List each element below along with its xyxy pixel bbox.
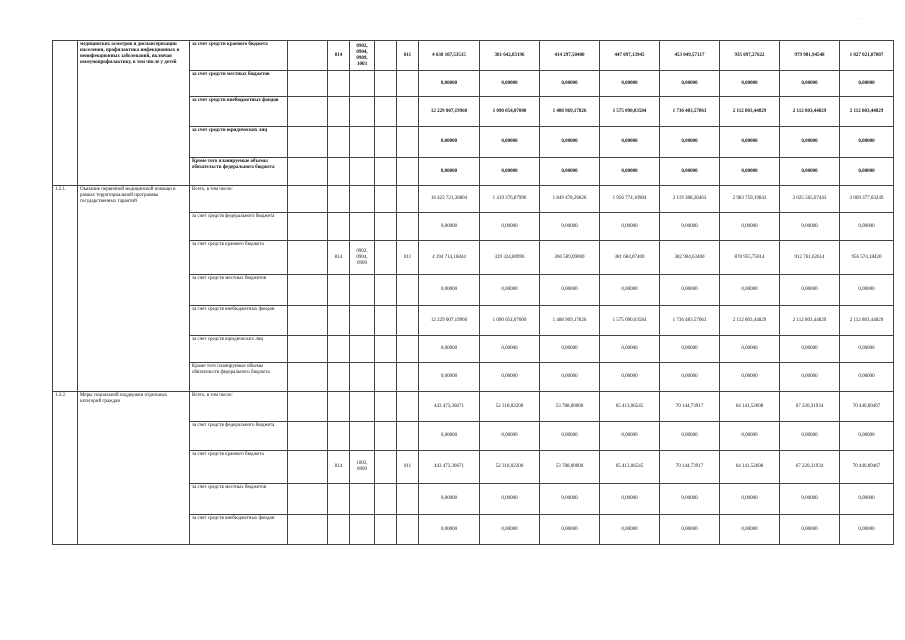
- funding-source: за счет средств федерального бюджета: [190, 213, 288, 241]
- amount-cell: 1 419 376,87996: [480, 186, 540, 213]
- rzpr-code: [350, 336, 375, 363]
- grbs-code: 814: [328, 241, 350, 275]
- amount-cell: 0,00000: [540, 213, 600, 241]
- amount-cell: 0,00000: [600, 158, 660, 186]
- amount-cell: 0,00000: [480, 127, 540, 158]
- amount-cell: 2 112 803,44829: [780, 306, 840, 336]
- funding-source: за счет средств краевого бюджета: [190, 41, 288, 71]
- table-row: [53, 41, 894, 71]
- rzpr-code: [350, 213, 375, 241]
- amount-cell: 0,00000: [720, 158, 780, 186]
- budget-table: [52, 40, 894, 545]
- amount-cell: 0,00000: [840, 158, 894, 186]
- csr-code: [375, 97, 397, 127]
- amount-cell: 16 423 721,36804: [419, 186, 480, 213]
- amount-cell: 1 736 483,57063: [660, 97, 720, 127]
- amount-cell: 0,00000: [540, 275, 600, 306]
- blank-cell: [288, 213, 328, 241]
- blank-cell: [288, 158, 328, 186]
- amount-cell: 0,00000: [419, 71, 480, 97]
- rzpr-code: [350, 71, 375, 97]
- amount-cell: 67 220,31934: [780, 392, 840, 422]
- blank-cell: [288, 451, 328, 484]
- amount-cell: 0,00000: [660, 363, 720, 392]
- blank-cell: [288, 275, 328, 306]
- blank-cell: [288, 241, 328, 275]
- amount-cell: 3 069 377,63249: [840, 186, 894, 213]
- amount-cell: 1 956 774,10984: [600, 186, 660, 213]
- csr-code: [375, 515, 397, 545]
- amount-cell: 935 097,27622: [720, 41, 780, 71]
- amount-cell: 0,00000: [660, 336, 720, 363]
- grbs-code: [328, 97, 350, 127]
- amount-cell: 0,00000: [720, 336, 780, 363]
- amount-cell: 0,00000: [540, 127, 600, 158]
- amount-cell: 0,00000: [660, 158, 720, 186]
- amount-cell: 0,00000: [840, 213, 894, 241]
- grbs-code: [328, 515, 350, 545]
- table-row: [53, 186, 894, 213]
- csr-code: [375, 241, 397, 275]
- rzpr-code: [350, 97, 375, 127]
- amount-cell: 0,00000: [720, 127, 780, 158]
- amount-cell: 1 090 054,07000: [480, 306, 540, 336]
- csr-code: [375, 363, 397, 392]
- rzpr-code: [350, 484, 375, 515]
- rzpr-code: 0902, 0904, 0909: [350, 241, 375, 275]
- grbs-code: [328, 186, 350, 213]
- amount-cell: 447 097,13945: [600, 41, 660, 71]
- csr-code: [375, 336, 397, 363]
- amount-cell: 0,00000: [780, 515, 840, 545]
- amount-cell: 4 194 714,16844: [419, 241, 480, 275]
- rzpr-code: [350, 515, 375, 545]
- amount-cell: 2 119 388,20463: [660, 186, 720, 213]
- amount-cell: 70 144,73917: [660, 451, 720, 484]
- amount-cell: 912 761,62614: [780, 241, 840, 275]
- vr-code: [397, 515, 419, 545]
- item-number: [53, 41, 78, 186]
- blank-cell: [288, 515, 328, 545]
- blank-cell: [288, 186, 328, 213]
- blank-cell: [288, 392, 328, 422]
- amount-cell: 0,00000: [600, 336, 660, 363]
- amount-cell: 0,00000: [600, 363, 660, 392]
- amount-cell: 2 112 803,44829: [720, 306, 780, 336]
- grbs-code: [328, 363, 350, 392]
- amount-cell: 0,00000: [780, 275, 840, 306]
- rzpr-code: [350, 392, 375, 422]
- amount-cell: 0,00000: [840, 275, 894, 306]
- amount-cell: 0,00000: [660, 484, 720, 515]
- amount-cell: 0,00000: [480, 336, 540, 363]
- funding-source: Всего, в том числе:: [190, 186, 288, 213]
- amount-cell: 0,00000: [780, 484, 840, 515]
- table-row: [53, 392, 894, 422]
- rzpr-code: [350, 306, 375, 336]
- amount-cell: 0,00000: [419, 515, 480, 545]
- amount-cell: 0,00000: [480, 275, 540, 306]
- rzpr-code: [350, 422, 375, 451]
- rzpr-code: [350, 127, 375, 158]
- amount-cell: 12 229 007,19960: [419, 306, 480, 336]
- amount-cell: 0,00000: [600, 515, 660, 545]
- blank-cell: [288, 363, 328, 392]
- funding-source: за счет средств местных бюджетов: [190, 275, 288, 306]
- amount-cell: 870 955,75014: [720, 241, 780, 275]
- funding-source: за счет средств федерального бюджета: [190, 422, 288, 451]
- vr-code: [397, 336, 419, 363]
- amount-cell: 443 473,36671: [419, 392, 480, 422]
- csr-code: [375, 213, 397, 241]
- item-name: Меры социальной поддержки отдельных категорий граждан: [78, 392, 190, 545]
- amount-cell: 1 027 021,07807: [840, 41, 894, 71]
- amount-cell: 0,00000: [600, 484, 660, 515]
- amount-cell: 65 413,06545: [600, 451, 660, 484]
- amount-cell: 0,00000: [540, 336, 600, 363]
- amount-cell: 979 981,94548: [780, 41, 840, 71]
- amount-cell: 0,00000: [660, 515, 720, 545]
- amount-cell: 53 788,00000: [540, 392, 600, 422]
- amount-cell: 0,00000: [540, 422, 600, 451]
- blank-cell: [288, 127, 328, 158]
- csr-code: [375, 422, 397, 451]
- amount-cell: 360 509,09000: [540, 241, 600, 275]
- amount-cell: 52 318,02200: [480, 451, 540, 484]
- vr-code: [397, 213, 419, 241]
- funding-source: за счет средств юридических лиц: [190, 336, 288, 363]
- funding-source: Кроме того планируемые объемы обязательств федерального бюджета: [190, 363, 288, 392]
- grbs-code: [328, 275, 350, 306]
- vr-code: [397, 186, 419, 213]
- amount-cell: 0,00000: [480, 71, 540, 97]
- vr-code: [397, 306, 419, 336]
- amount-cell: 0,00000: [419, 275, 480, 306]
- csr-code: [375, 275, 397, 306]
- amount-cell: 0,00000: [720, 71, 780, 97]
- csr-code: [375, 127, 397, 158]
- amount-cell: 0,00000: [600, 71, 660, 97]
- blank-cell: [288, 71, 328, 97]
- amount-cell: 2 112 803,44829: [840, 306, 894, 336]
- amount-cell: 0,00000: [720, 363, 780, 392]
- vr-code: [397, 422, 419, 451]
- amount-cell: 0,00000: [419, 158, 480, 186]
- amount-cell: 0,00000: [840, 422, 894, 451]
- amount-cell: 0,00000: [600, 213, 660, 241]
- vr-code: [397, 97, 419, 127]
- amount-cell: 956 574,18420: [840, 241, 894, 275]
- funding-source: за счет средств краевого бюджета: [190, 451, 288, 484]
- amount-cell: 0,00000: [480, 484, 540, 515]
- amount-cell: 0,00000: [540, 515, 600, 545]
- grbs-code: [328, 71, 350, 97]
- funding-source: за счет средств местных бюджетов: [190, 71, 288, 97]
- amount-cell: 1 849 478,26826: [540, 186, 600, 213]
- csr-code: [375, 392, 397, 422]
- amount-cell: 70 440,89467: [840, 451, 894, 484]
- amount-cell: 0,00000: [419, 213, 480, 241]
- amount-cell: 65 413,06545: [600, 392, 660, 422]
- amount-cell: 67 220,31934: [780, 451, 840, 484]
- grbs-code: [328, 422, 350, 451]
- amount-cell: 0,00000: [840, 127, 894, 158]
- amount-cell: 0,00000: [840, 363, 894, 392]
- amount-cell: 0,00000: [840, 71, 894, 97]
- amount-cell: 0,00000: [780, 71, 840, 97]
- csr-code: [375, 484, 397, 515]
- amount-cell: 1 090 054,07000: [480, 97, 540, 127]
- rzpr-code: [350, 186, 375, 213]
- amount-cell: 0,00000: [720, 275, 780, 306]
- blank-cell: [288, 422, 328, 451]
- amount-cell: 52 318,02200: [480, 392, 540, 422]
- amount-cell: 0,00000: [780, 336, 840, 363]
- amount-cell: 12 229 007,19960: [419, 97, 480, 127]
- item-number: 1.2.2.: [53, 392, 78, 545]
- grbs-code: 814: [328, 451, 350, 484]
- rzpr-code: 1003, 0909: [350, 451, 375, 484]
- amount-cell: 0,00000: [600, 422, 660, 451]
- document-page: [52, 40, 893, 545]
- grbs-code: [328, 336, 350, 363]
- vr-code: [397, 484, 419, 515]
- amount-cell: 0,00000: [419, 422, 480, 451]
- amount-cell: 329 324,80996: [480, 241, 540, 275]
- amount-cell: 0,00000: [780, 213, 840, 241]
- rzpr-code: 0902, 0904, 0909, 1003: [350, 41, 375, 71]
- csr-code: [375, 158, 397, 186]
- amount-cell: 381 684,07400: [600, 241, 660, 275]
- amount-cell: 2 112 803,44829: [840, 97, 894, 127]
- funding-source: за счет средств внебюджетных фондов: [190, 515, 288, 545]
- amount-cell: 0,00000: [840, 484, 894, 515]
- vr-code: 011: [397, 451, 419, 484]
- amount-cell: 1 575 090,03584: [600, 306, 660, 336]
- vr-code: [397, 127, 419, 158]
- vr-code: [397, 392, 419, 422]
- rzpr-code: [350, 363, 375, 392]
- blank-cell: [288, 484, 328, 515]
- amount-cell: 0,00000: [480, 158, 540, 186]
- item-number: 1.2.1.: [53, 186, 78, 392]
- vr-code: [397, 158, 419, 186]
- amount-cell: 0,00000: [660, 127, 720, 158]
- amount-cell: 0,00000: [660, 275, 720, 306]
- amount-cell: 0,00000: [840, 336, 894, 363]
- amount-cell: 0,00000: [419, 363, 480, 392]
- csr-code: [375, 306, 397, 336]
- amount-cell: 381 642,83196: [480, 41, 540, 71]
- amount-cell: 0,00000: [540, 71, 600, 97]
- amount-cell: 2 112 803,44829: [720, 97, 780, 127]
- amount-cell: 0,00000: [780, 158, 840, 186]
- amount-cell: 1 736 483,57063: [660, 306, 720, 336]
- amount-cell: 0,00000: [540, 158, 600, 186]
- item-name: Оказание первичной медицинской помощи в рамках территориальной программы государственных гарантий: [78, 186, 190, 392]
- vr-code: [397, 71, 419, 97]
- funding-source: за счет средств местных бюджетов: [190, 484, 288, 515]
- amount-cell: 0,00000: [540, 484, 600, 515]
- csr-code: [375, 451, 397, 484]
- amount-cell: 1 575 090,03584: [600, 97, 660, 127]
- amount-cell: 1 488 969,17826: [540, 306, 600, 336]
- grbs-code: [328, 158, 350, 186]
- amount-cell: 0,00000: [840, 515, 894, 545]
- amount-cell: 0,00000: [780, 363, 840, 392]
- item-name: медицинских осмотров и диспансеризации населения, профилактика инфекционных и неинфекционных заболеваний, включая иммунопрофилактику, в том числе у детей: [78, 41, 190, 186]
- vr-code: [397, 363, 419, 392]
- amount-cell: 0,00000: [720, 515, 780, 545]
- amount-cell: 0,00000: [660, 71, 720, 97]
- grbs-code: [328, 306, 350, 336]
- vr-code: [397, 275, 419, 306]
- amount-cell: 3 025 565,07443: [780, 186, 840, 213]
- amount-cell: 453 049,57317: [660, 41, 720, 71]
- funding-source: за счет средств внебюджетных фондов: [190, 97, 288, 127]
- amount-cell: 64 141,52608: [720, 451, 780, 484]
- vr-code: 011: [397, 241, 419, 275]
- table-body: [53, 41, 894, 545]
- amount-cell: 0,00000: [600, 275, 660, 306]
- funding-source: Кроме того планируемые объемы обязательств федерального бюджета: [190, 158, 288, 186]
- amount-cell: 414 297,50400: [540, 41, 600, 71]
- amount-cell: 2 983 759,19843: [720, 186, 780, 213]
- blank-cell: [288, 306, 328, 336]
- funding-source: Всего, в том числе:: [190, 392, 288, 422]
- amount-cell: 0,00000: [720, 484, 780, 515]
- amount-cell: 70 144,73917: [660, 392, 720, 422]
- amount-cell: 0,00000: [780, 127, 840, 158]
- amount-cell: 0,00000: [480, 363, 540, 392]
- blank-cell: [288, 41, 328, 71]
- vr-code: 011: [397, 41, 419, 71]
- amount-cell: 0,00000: [419, 127, 480, 158]
- amount-cell: 2 112 803,44829: [780, 97, 840, 127]
- amount-cell: 0,00000: [720, 422, 780, 451]
- amount-cell: 4 638 107,53515: [419, 41, 480, 71]
- blank-cell: [288, 336, 328, 363]
- grbs-code: [328, 484, 350, 515]
- amount-cell: 0,00000: [480, 422, 540, 451]
- grbs-code: [328, 127, 350, 158]
- amount-cell: 0,00000: [780, 422, 840, 451]
- amount-cell: 0,00000: [480, 213, 540, 241]
- amount-cell: 0,00000: [419, 484, 480, 515]
- amount-cell: 0,00000: [720, 213, 780, 241]
- blank-cell: [288, 97, 328, 127]
- corner-mark: ·: [858, 16, 860, 22]
- grbs-code: 814: [328, 41, 350, 71]
- grbs-code: [328, 213, 350, 241]
- amount-cell: 70 440,89467: [840, 392, 894, 422]
- amount-cell: 64 141,52608: [720, 392, 780, 422]
- csr-code: [375, 41, 397, 71]
- csr-code: [375, 186, 397, 213]
- amount-cell: 0,00000: [419, 336, 480, 363]
- funding-source: за счет средств юридических лиц: [190, 127, 288, 158]
- funding-source: за счет средств краевого бюджета: [190, 241, 288, 275]
- grbs-code: [328, 392, 350, 422]
- funding-source: за счет средств внебюджетных фондов: [190, 306, 288, 336]
- rzpr-code: [350, 275, 375, 306]
- amount-cell: 0,00000: [660, 422, 720, 451]
- amount-cell: 382 904,63400: [660, 241, 720, 275]
- amount-cell: 1 488 969,17826: [540, 97, 600, 127]
- amount-cell: 443 473,36671: [419, 451, 480, 484]
- rzpr-code: [350, 158, 375, 186]
- amount-cell: 0,00000: [540, 363, 600, 392]
- amount-cell: 0,00000: [660, 213, 720, 241]
- amount-cell: 0,00000: [480, 515, 540, 545]
- csr-code: [375, 71, 397, 97]
- amount-cell: 53 788,00000: [540, 451, 600, 484]
- amount-cell: 0,00000: [600, 127, 660, 158]
